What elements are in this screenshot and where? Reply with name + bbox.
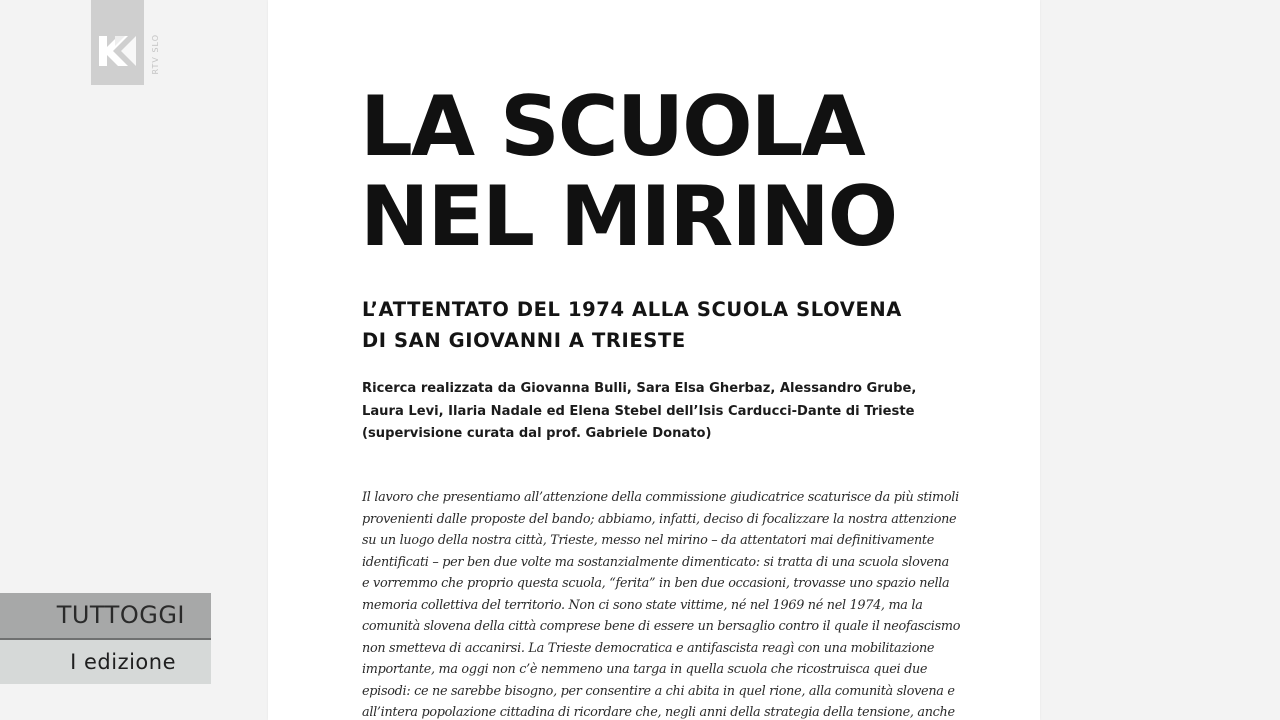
document-title: LA SCUOLA NEL MIRINO: [360, 78, 897, 265]
logo-side-text: RTV SLO: [151, 34, 160, 75]
lower-third-banner: [0, 593, 211, 684]
channel-k-logo-icon: [91, 0, 144, 85]
channel-k-logo-icon-graphic: [91, 0, 144, 85]
document-body-text: Il lavoro che presentiamo all’attenzione della commissione giudicatrice scaturisce da più stimoli provenienti dalle proposte del bando; abbiamo, infatti, deciso di focalizzare la nostra attenzione su un luogo della nostra città, Trieste, messo nel mirino – da attentatori mai definitivamente identificati – per ben due volte ma sostanzialmente dimenticato: si tratta di una scuola slovena e vorremmo che proprio questa scuola, “ferita” in ben due occasioni, trovasse uno spazio nella memoria collettiva del territorio. Non ci sono state vittime, né nel 1969 né nel 1974, ma la comunità slovena della città comprese bene di essere un bersaglio contro il quale il neofascismo non smetteva di accanirsi. La Trieste democratica e antifascista reagì con una mobilitazione importante, ma oggi non c’è nemmeno una targa in quella scuola che ricostruisca quei due episodi: ce ne sarebbe bisogno, per consentire a chi abita in quel rione, alla comunità slovena e all’intera popolazione cittadina di ricordare che, negli anni della strategia della tensione, anche: [362, 490, 961, 720]
document-subtitle: L’ATTENTATO DEL 1974 ALLA SCUOLA SLOVENA DI SAN GIOVANNI A TRIESTE: [362, 298, 902, 352]
document-credits: Ricerca realizzata da Giovanna Bulli, Sara Elsa Gherbaz, Alessandro Grube, Laura Levi, Ilaria Nadale ed Elena Stebel dell’Isis Carducci-Dante di Trieste (supervisione curata dal prof. Gabriele Donato): [362, 381, 917, 441]
program-edition: I edizione: [0, 640, 211, 684]
document-page: [268, 0, 1040, 720]
program-name: TUTTOGGI: [0, 593, 211, 640]
